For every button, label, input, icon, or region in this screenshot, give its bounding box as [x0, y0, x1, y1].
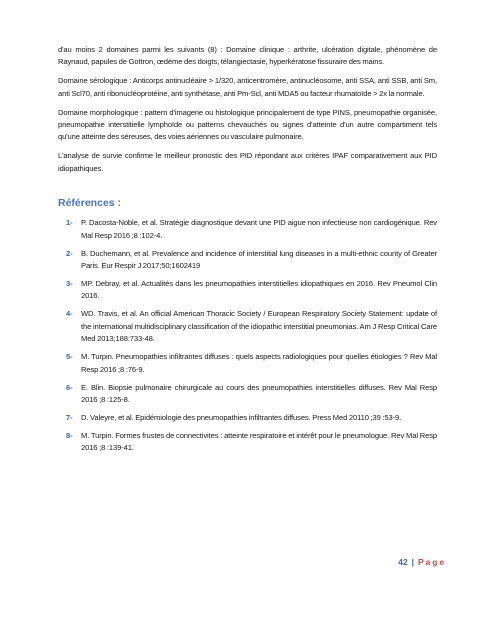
reference-item	[58, 412, 437, 424]
references-list	[58, 217, 437, 455]
reference-number: 4-	[66, 309, 73, 319]
reference-text: B. Duchemann, et al. Prevalence and incidence of interstitial lung diseases in a multi-ethnic county of Greater Paris. Eur Respir J 2017;50;1602419	[81, 248, 437, 270]
reference-number: 7-	[66, 413, 73, 422]
reference-text: MP. Debray, et al. Actualités dans les pneumopathies interstitielles idiopathiques en 2016. Rev Pneumol Clin 2016.	[81, 278, 437, 301]
reference-number: 3-	[66, 278, 73, 288]
page-content	[58, 44, 437, 460]
reference-number: 8-	[66, 431, 73, 440]
reference-item	[58, 248, 437, 273]
paragraph-clinical-domain: d'au moins 2 domaines parmi les suivants (8) : Domaine clinique : arthrite, ulcération digitale, phénomène de Raynaud, papules de Gottron, œdème des doigts, télangiectasie, hyperkératose fissuraire des mains.	[58, 45, 437, 67]
reference-text: M. Turpin. Pneumopathies infiltrantes diffuses : quels aspects radiologiques pour quelles étiologies ? Rev Mal Resp 2016 ;8 :76-9.	[81, 352, 437, 374]
reference-number: 6-	[66, 382, 73, 392]
paragraph-serological-domain: Domaine sérologique : Anticorps antinucléaire > 1/320, anticentromère, antinucléosome, anti SSA, anti SSB, anti Sm, anti Scl70, anti ribonucléoprotéine, anti synthétase, anti Pm-Scl, anti MDA5 ou facteur rhumatoïde > 2x la normale.	[58, 76, 437, 98]
reference-text: M. Turpin. Formes frustes de connectivites : atteinte respiratoire et intérêt pour le pneumologue. Rev Mal Resp 2016 ;8 :139-41.	[81, 431, 437, 453]
reference-item	[58, 382, 437, 407]
paragraph-survival-analysis: L'analyse de survie confirme le meilleur pronostic des PID répondant aux critères IPAF comparativement aux PID idiopathiques.	[58, 151, 437, 173]
footer-separator: |	[411, 557, 414, 567]
paragraph-morphological-domain: Domaine morphologique : pattern d'imagerie ou histologique principalement de type PINS, pneumopathie organisée, pneumopathie interstitielle lymphoïde ou patterns chevauchés ou signes d'atteinte d'un autre compartiment tels qu'une atteinte des séreuses, des voies aériennes ou vasculaire pulmonaire.	[58, 107, 437, 142]
reference-number: 5-	[66, 352, 73, 362]
reference-item	[58, 217, 437, 242]
reference-text: P. Dacosta-Noble, et al. Stratégie diagnostique devant une PID aigue non infectieuse non cardiogénique. Rev Mal Resp 2016 ;8 :102-4.	[81, 218, 437, 240]
page-label: Page	[417, 557, 446, 567]
reference-item	[58, 351, 437, 376]
references-heading: Références :	[58, 197, 122, 210]
reference-item	[58, 430, 437, 455]
reference-text: E. Blin. Biopsie pulmonaire chirurgicale au cours des pneumopathies interstitielles diffuses. Rev Mal Resp 2016 ;8 :125-8.	[81, 382, 437, 404]
page-footer	[398, 557, 446, 567]
reference-text: WD. Travis, et al. An official American Thoracic Society / European Respiratory Society Statement: update of the international multidisciplinary classification of the idiopathic interstitial pneumonias. Am J Resp Critical Care Med 2013;188:733-48.	[81, 309, 437, 344]
reference-number: 1-	[66, 218, 73, 228]
page-number: 42	[398, 557, 408, 567]
reference-number: 2-	[66, 248, 73, 258]
reference-text: D. Valeyre, et al. Epidémiologie des pneumopathies infiltrantes diffuses. Press Med 20110 ;39 :53-9.	[81, 413, 402, 422]
reference-item	[58, 278, 437, 303]
reference-item	[58, 308, 437, 345]
